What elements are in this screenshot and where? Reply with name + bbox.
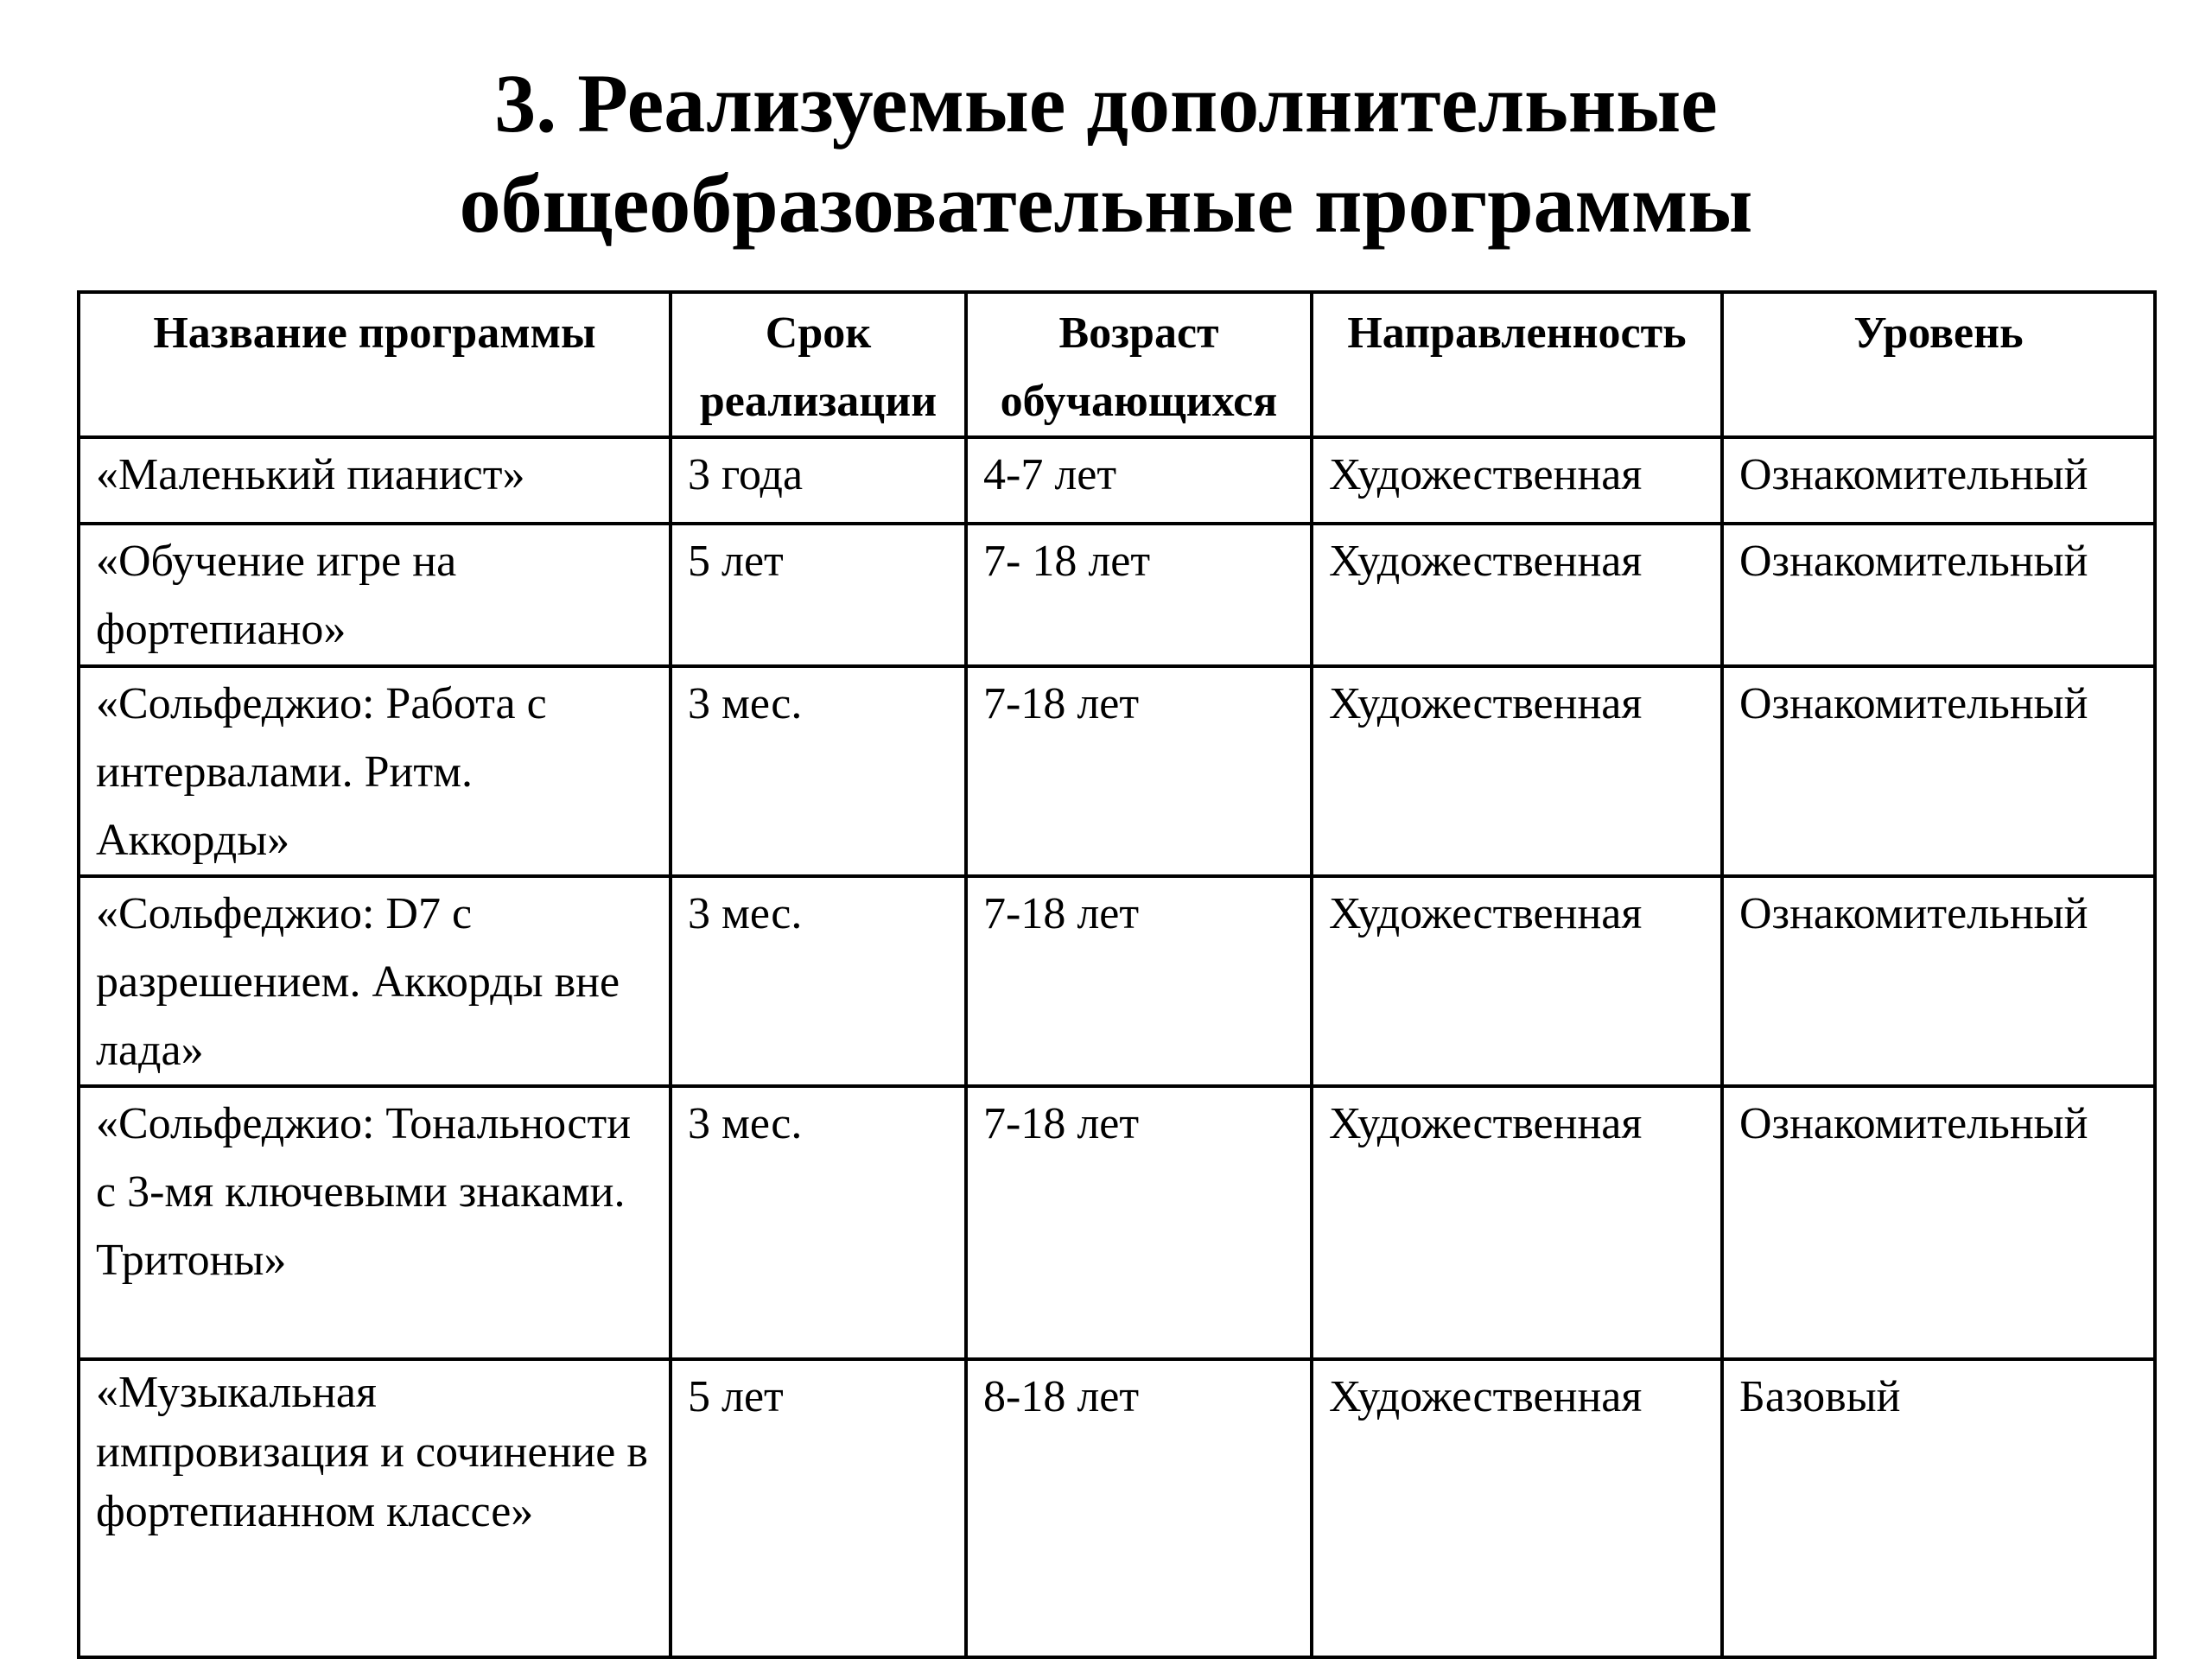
header-term: Срок реализации xyxy=(671,292,966,437)
cell-level: Ознакомительный xyxy=(1722,1086,2155,1359)
page-title xyxy=(0,54,2212,254)
cell-level: Ознакомительный xyxy=(1722,437,2155,524)
table-row xyxy=(79,524,2155,666)
cell-level: Ознакомительный xyxy=(1722,524,2155,666)
cell-focus: Художественная xyxy=(1312,876,1722,1086)
cell-term: 3 года xyxy=(671,437,966,524)
cell-program-name: «Сольфеджио: D7 с разрешением. Аккорды вне лада» xyxy=(79,876,671,1086)
cell-program-name: «Сольфеджио: Тональности с 3-мя ключевыми знаками. Тритоны» xyxy=(79,1086,671,1359)
cell-program-name: «Сольфеджио: Работа с интервалами. Ритм. Аккорды» xyxy=(79,666,671,876)
cell-term: 5 лет xyxy=(671,1359,966,1657)
programs-table xyxy=(77,290,2157,1659)
cell-age: 8-18 лет xyxy=(966,1359,1312,1657)
header-age: Возраст обучающихся xyxy=(966,292,1312,437)
cell-level: Ознакомительный xyxy=(1722,666,2155,876)
table-row xyxy=(79,666,2155,876)
table-row xyxy=(79,1086,2155,1359)
cell-program-name: «Обучение игре на фортепиано» xyxy=(79,524,671,666)
page-title-line-1: 3. Реализуемые дополнительные xyxy=(494,57,1718,149)
header-focus: Направленность xyxy=(1312,292,1722,437)
cell-level: Базовый xyxy=(1722,1359,2155,1657)
table-row xyxy=(79,437,2155,524)
cell-program-name: «Маленький пианист» xyxy=(79,437,671,524)
table-row xyxy=(79,1359,2155,1657)
cell-term: 3 мес. xyxy=(671,876,966,1086)
cell-program-name: «Музыкальная импровизация и сочинение в фортепианном классе» xyxy=(79,1359,671,1657)
header-program-name: Название программы xyxy=(79,292,671,437)
cell-age: 7-18 лет xyxy=(966,1086,1312,1359)
cell-level: Ознакомительный xyxy=(1722,876,2155,1086)
cell-age: 7- 18 лет xyxy=(966,524,1312,666)
cell-focus: Художественная xyxy=(1312,524,1722,666)
cell-focus: Художественная xyxy=(1312,666,1722,876)
cell-focus: Художественная xyxy=(1312,1086,1722,1359)
cell-term: 3 мес. xyxy=(671,1086,966,1359)
cell-focus: Художественная xyxy=(1312,1359,1722,1657)
cell-age: 7-18 лет xyxy=(966,876,1312,1086)
cell-age: 7-18 лет xyxy=(966,666,1312,876)
cell-focus: Художественная xyxy=(1312,437,1722,524)
cell-term: 5 лет xyxy=(671,524,966,666)
table-row xyxy=(79,876,2155,1086)
page-title-line-2: общеобразовательные программы xyxy=(459,157,1753,250)
table-header-row xyxy=(79,292,2155,437)
cell-age: 4-7 лет xyxy=(966,437,1312,524)
cell-term: 3 мес. xyxy=(671,666,966,876)
header-level: Уровень xyxy=(1722,292,2155,437)
